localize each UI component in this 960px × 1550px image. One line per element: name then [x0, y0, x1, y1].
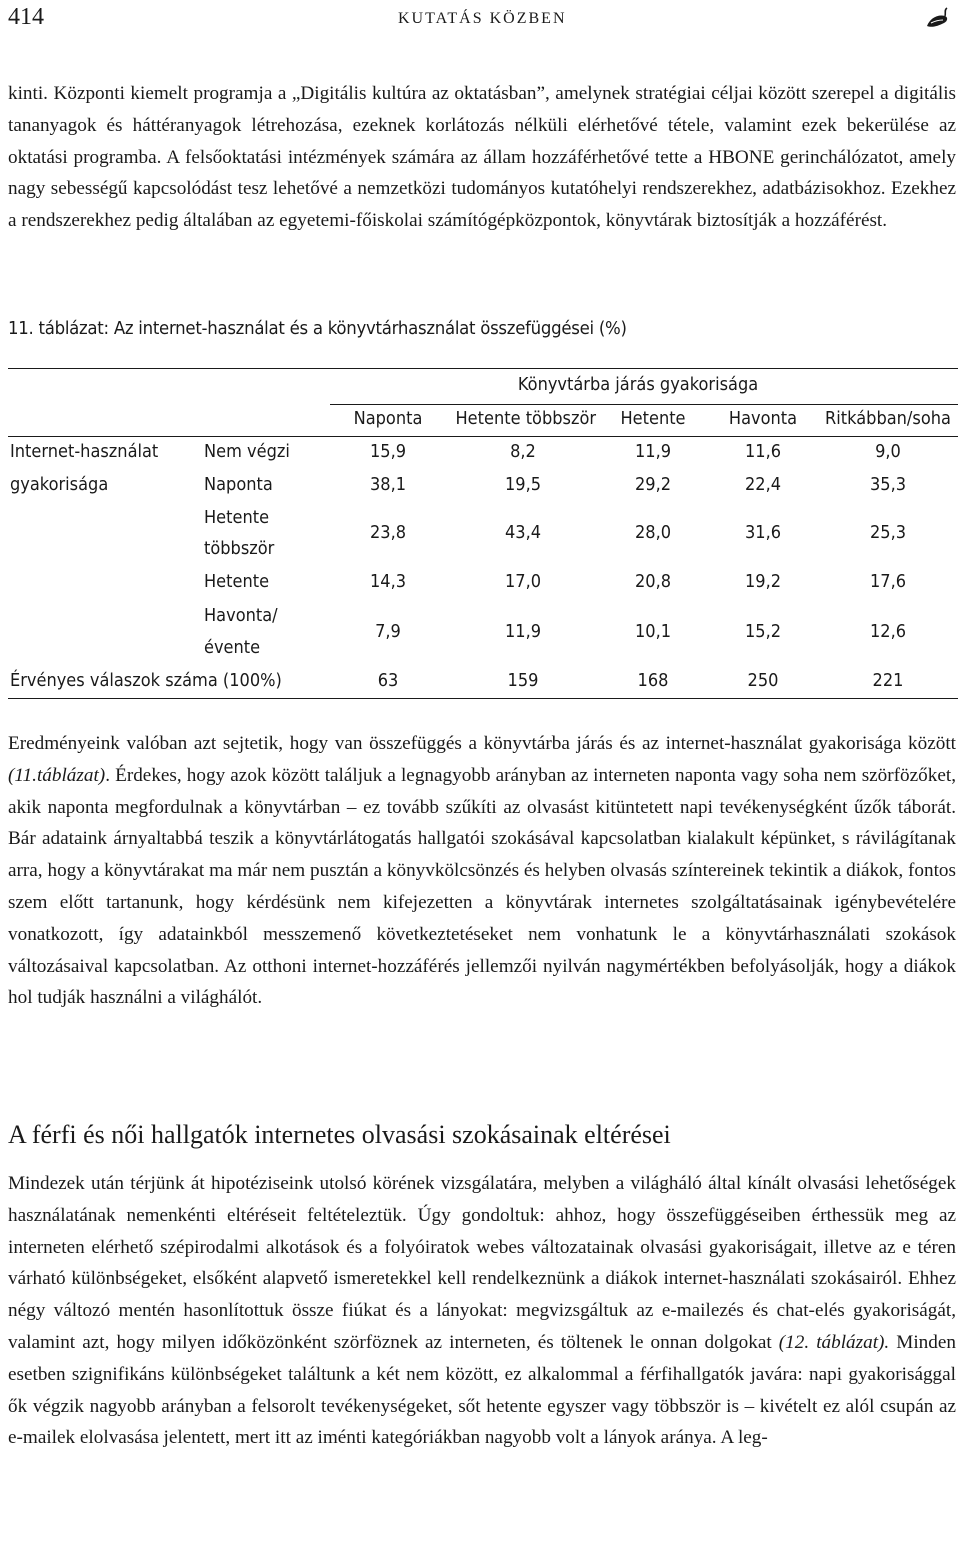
table-group-rule	[330, 404, 958, 405]
total-cell: 221	[872, 670, 904, 691]
results-paragraph	[8, 728, 956, 1014]
page-number: 414	[8, 4, 44, 30]
table-cell: 17,0	[504, 571, 542, 592]
gender-paragraph	[8, 1168, 956, 1454]
table-cell: 10,1	[634, 621, 672, 642]
column-header: Ritkábban/soha	[825, 408, 951, 429]
table-top-rule	[8, 368, 958, 369]
column-header: Naponta	[353, 408, 423, 429]
table-cell: 12,6	[869, 621, 907, 642]
intro-paragraph: kinti. Központi kiemelt programja a „Digitális kultúra az oktatásban”, amelynek stratégiai céljai között szerepel a digitális tananyagok és háttéranyagok létrehozása, ezeknek korlátozás nélküli elérhetővé tétele, valamint ezek bekerülése az oktatási programba. A felsőoktatási intézmények számára az állam hozzáférhetővé tette a HBONE gerinchálózatot, amely nagy sebességű kapcsolódást tesz lehetővé a nemzetközi tudományos kutatóhelyi rendszerekhez, adatbázisokhoz. Ezekhez a rendszerekhez pedig általában az egyetemi-főiskolai számítógépközpontok, könyvtárak biztosítják a hozzáférést.	[8, 83, 956, 232]
paragraph-text: Eredményeink valóban azt sejtetik, hogy van összefüggés a könyvtárba járás és az internet-használat gyakorisága között	[8, 733, 956, 754]
table-cell: 38,1	[369, 474, 407, 495]
table-cell: 31,6	[744, 522, 782, 543]
row-label: Hetente	[204, 571, 270, 592]
row-label: Nem végzi	[204, 441, 290, 462]
column-header: Havonta	[728, 408, 798, 429]
data-table	[8, 366, 958, 700]
row-label: Naponta	[204, 474, 273, 495]
table-cell: 22,4	[744, 474, 782, 495]
table-cell: 9,0	[875, 441, 901, 462]
total-label: Érvényes válaszok száma (100%)	[10, 670, 282, 691]
table-cell: 15,2	[744, 621, 782, 642]
table-cell: 11,9	[504, 621, 542, 642]
table-header-rule	[8, 436, 958, 437]
page-header	[8, 4, 952, 36]
paragraph-text: Minden esetben szignifikáns különbségeket találtunk a két nem között, ez alkalommal a férfihallgatók javára: napi gyakorisággal ők végzik nagyobb arányban a felsorolt tevékenységeket, sőt hetente egyszer vagy többször is – kivételt ez alól csupán az e-mailek elolvasása jelentett, mert itt az iménti kategóriákban nagyobb volt a lányok aránya. A leg-	[8, 1331, 956, 1449]
table-cell: 23,8	[369, 522, 407, 543]
table-cell: 29,2	[634, 474, 672, 495]
table-cell: 11,6	[744, 441, 782, 462]
row-group-label: Internet-használat	[10, 441, 159, 462]
table-cell: 28,0	[634, 522, 672, 543]
total-cell: 168	[637, 670, 669, 691]
table-cell: 14,3	[369, 571, 407, 592]
total-cell: 250	[747, 670, 779, 691]
column-header: Hetente többször	[455, 408, 597, 429]
table-cell: 19,5	[504, 474, 542, 495]
total-cell: 63	[377, 670, 399, 691]
table-cell: 20,8	[634, 571, 672, 592]
table-cell: 8,2	[510, 441, 536, 462]
table-cell: 17,6	[869, 571, 907, 592]
row-label: többször	[204, 538, 275, 559]
row-label: Havonta/	[204, 605, 278, 626]
total-cell: 159	[507, 670, 539, 691]
row-group-label: gyakorisága	[10, 474, 109, 495]
table-cell: 7,9	[375, 621, 401, 642]
row-label: évente	[204, 637, 261, 658]
table-reference: (11.táblázat)	[8, 764, 106, 786]
paragraph-text: Mindezek után térjünk át hipotéziseink utolsó körének vizsgálatára, melyben a világháló által kínált olvasási lehetőségek használatának nemenkénti eltéréseit feltételeztük. Úgy gondoltuk: ahhoz, hogy összefüggéseiben érthessük meg az interneten elérhető szépirodalmi alkotások és a folyóiratok webes változatainak olvasási gyakoriságait, illetve az e téren várható különbségeket, elsőként alapvető ismeretekkel kell rendelkeznünk a diákok internet-használati szokásairól. Ehhez négy változó mentén hasonlítottuk össze fiúkat és a lányokat: megvizsgáltuk az e-mailezés és chat-elés gyakoriságát, valamint azt, hogy milyen időközönként szörföznek az interneten, és töltenek le onnan dolgokat	[8, 1173, 956, 1353]
table-cell: 15,9	[369, 441, 407, 462]
table-cell: 19,2	[744, 571, 782, 592]
paragraph-text: . Érdekes, hogy azok között találjuk a legnagyobb arányban az interneten naponta vagy soha nem szörfözőket, akik naponta megfordulnak a könyvtárban – ez tovább szűkíti az olvasást kitüntetett napi tevékenységként űzők táborát. Bár adataink árnyaltabbá teszik a könyvtárlátogatás hallgatói szokásával kapcsolatban kialakult képünket, s rávilágítanak arra, hogy a könyvtárakat ma már nem pusztán a könyvkölcsönzés és helyben olvasás színtereinek tekintik a diákok, fontos szem előtt tartanunk, hogy kérdésünk nem kifejezetten a könyvtárak internetes szolgáltatásainak igénybevételére vonatkozott, így adatainkból messzemenő következtetéseket nem vonhatunk le a könyvtárhasználati szokások változásaival kapcsolatban. Az otthoni internet-hozzáférés jellemzői nyilván nagymértékben befolyásolják, hogy a diákok hol tudják használni a világhálót.	[8, 764, 956, 1009]
running-head: KUTATÁS KÖZBEN	[398, 10, 567, 27]
table-caption: 11. táblázat: Az internet-használat és a könyvtárhasználat összefüggései (%)	[8, 318, 627, 339]
table-group-header: Könyvtárba járás gyakorisága	[517, 374, 759, 395]
table-cell: 43,4	[504, 522, 542, 543]
section-title: A férfi és női hallgatók internetes olvasási szokásainak eltérései	[8, 1120, 671, 1149]
row-label: Hetente	[204, 507, 270, 528]
table-reference: (12. táblázat).	[778, 1331, 890, 1353]
table-cell: 11,9	[634, 441, 672, 462]
table-cell: 25,3	[869, 522, 907, 543]
table-cell: 35,3	[869, 474, 907, 495]
column-header: Hetente	[620, 408, 686, 429]
table-bottom-rule	[8, 698, 958, 699]
pepper-icon	[924, 6, 950, 32]
